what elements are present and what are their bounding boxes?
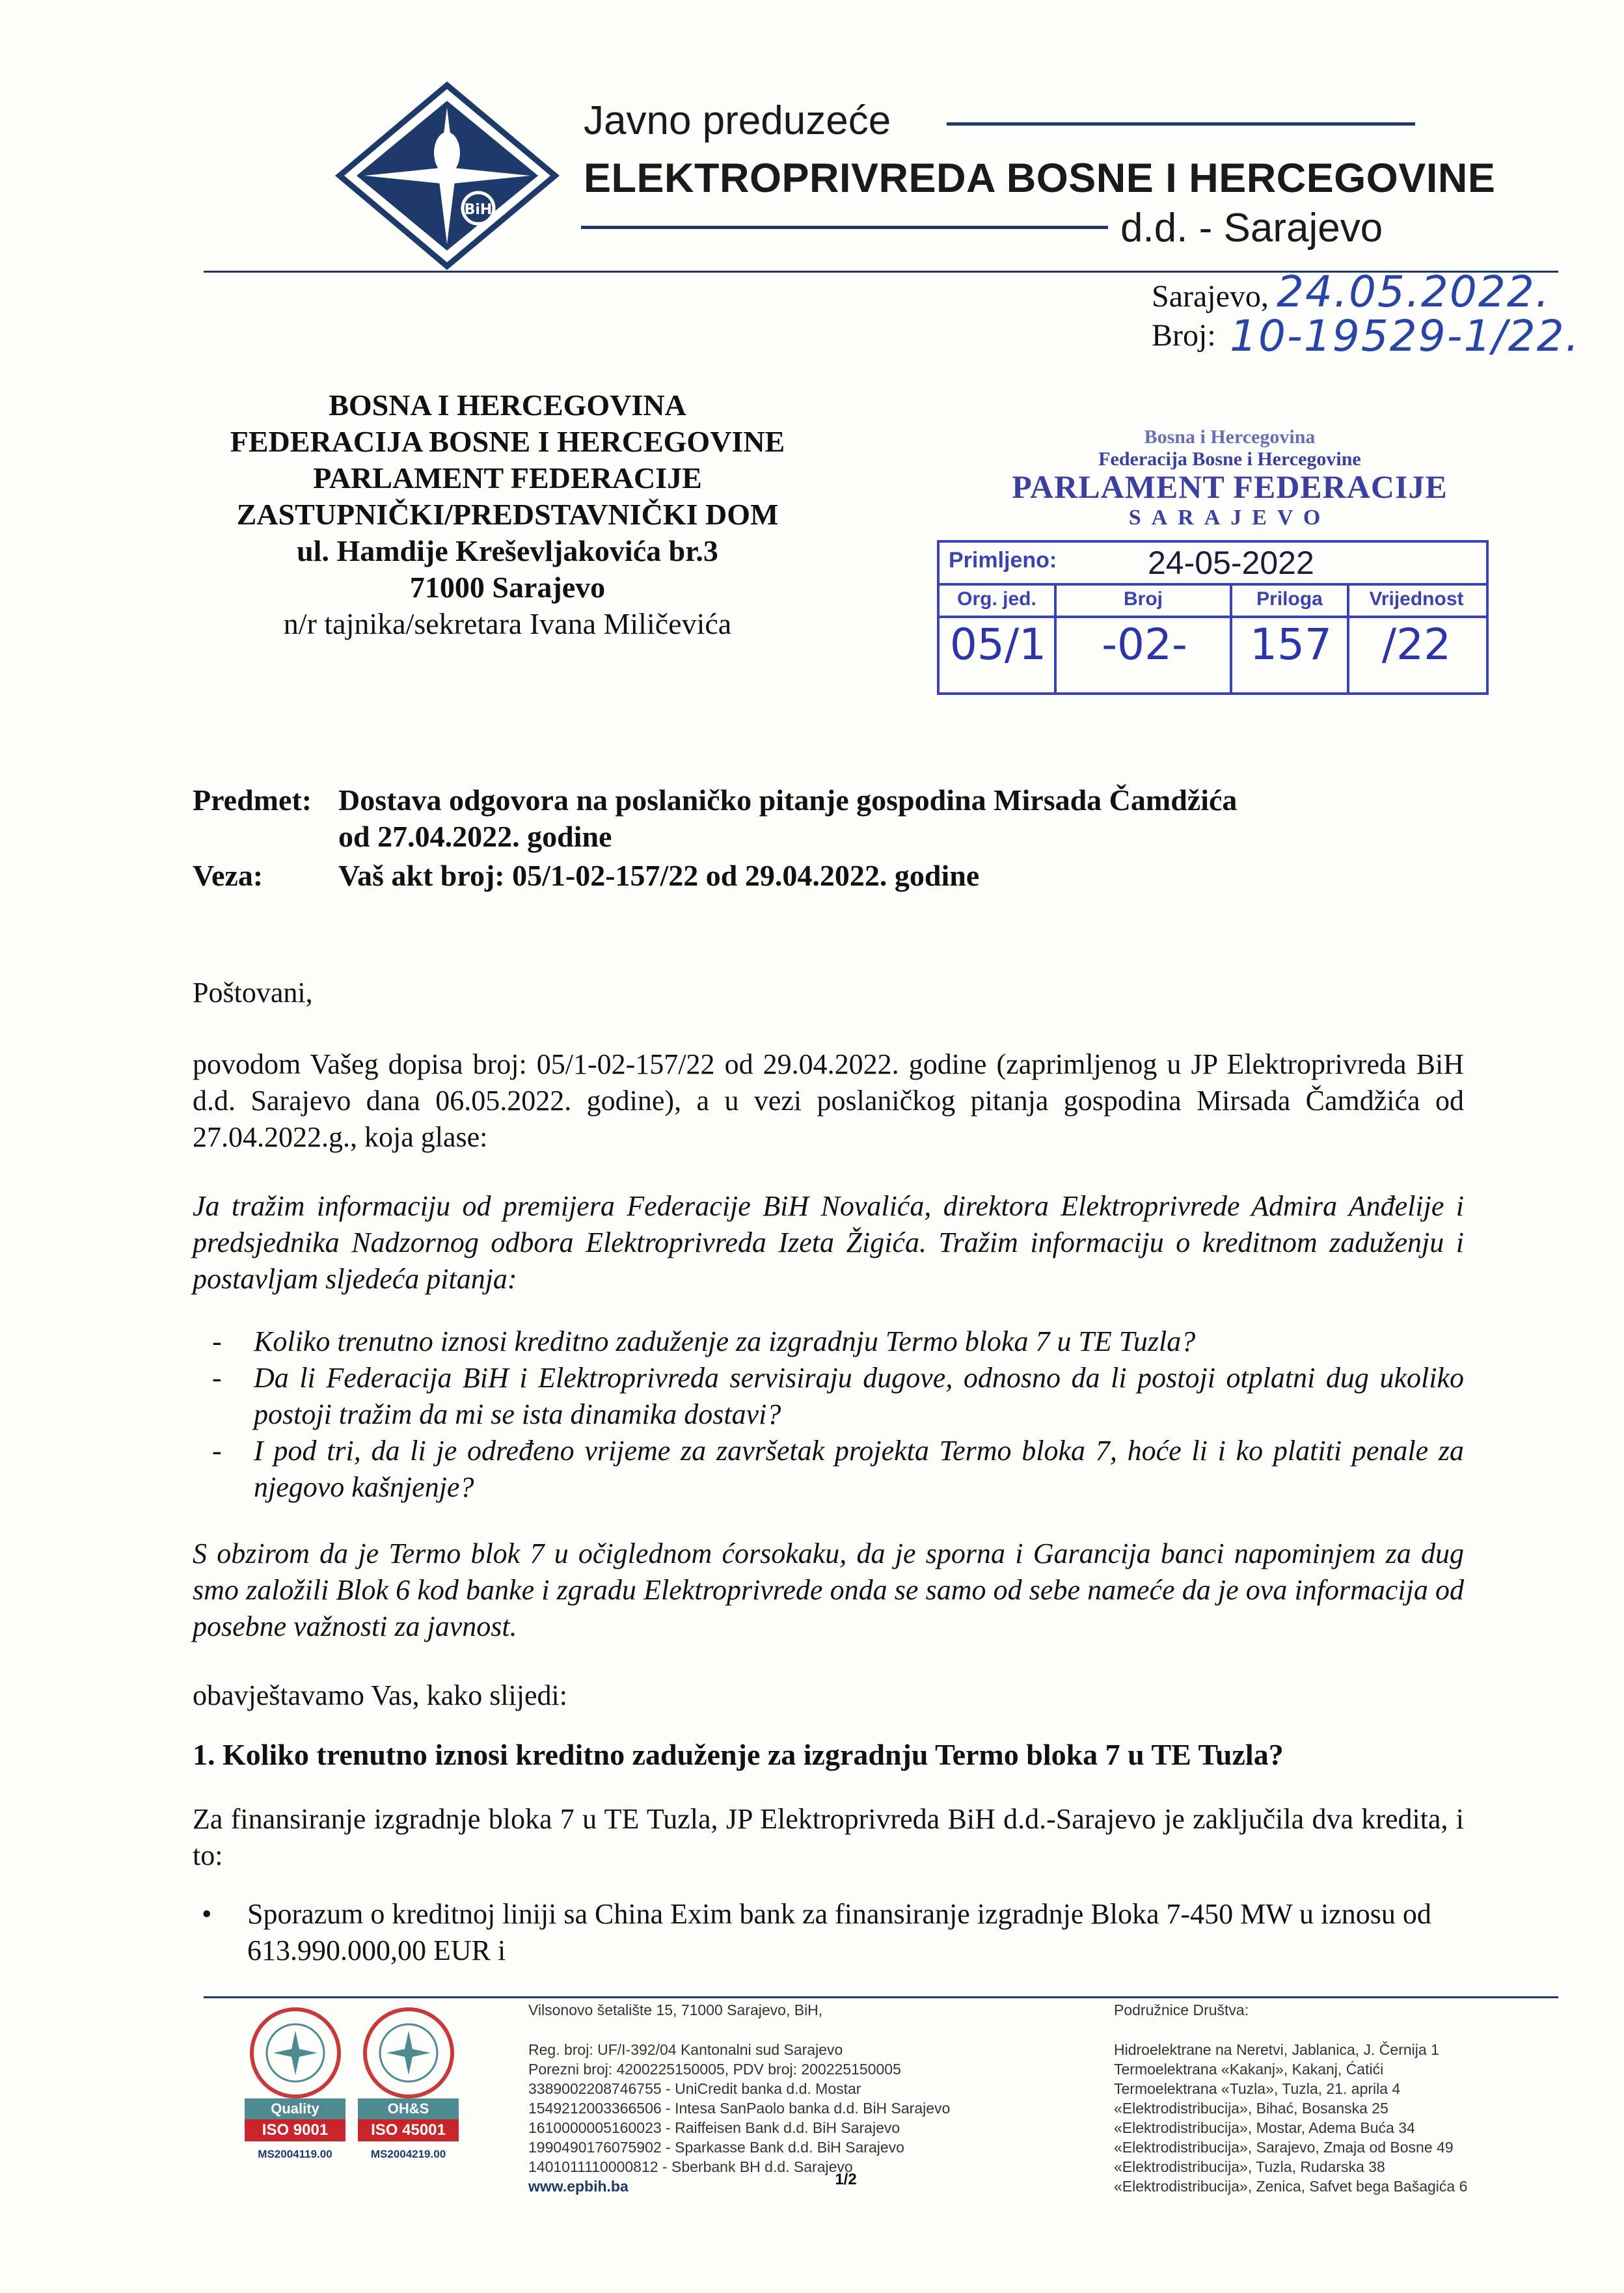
certification-code: MS2004219.00 xyxy=(370,2148,446,2160)
footer-branch-line: Termoelektrana «Kakanj», Kakanj, Ćatići xyxy=(1114,2061,1384,2078)
certification-code: MS2004119.00 xyxy=(258,2148,332,2160)
certification-seal-icon xyxy=(250,2007,341,2098)
stamp-col-header: Vrijednost xyxy=(1369,588,1464,610)
quoted-remark: S obzirom da je Termo blok 7 u očiglednom ćorsokaku, da je sporna i Garancija banci napominjem za dug smo založili Blok 6 kod banke i zgradu Elektroprivrede onda se samo od sebe nameće da je ova informacija od posebne važnosti za javnost. xyxy=(193,1538,1464,1642)
header-company-name: ELEKTROPRIVREDA BOSNE I HERCEGOVINE xyxy=(584,156,1496,201)
stamp-value: 157 xyxy=(1250,619,1332,670)
recipient-line: PARLAMENT FEDERACIJE xyxy=(313,461,702,495)
recipient-line: BOSNA I HERCEGOVINA xyxy=(329,388,686,422)
footer-branch-line: «Elektrodistribucija», Sarajevo, Zmaja od Bosne 49 xyxy=(1114,2139,1454,2156)
footer-branch-line: «Elektrodistribucija», Zenica, Safvet bega Bašagića 6 xyxy=(1114,2178,1468,2195)
question-text: I pod tri, da li je određeno vrijeme za završetak projekta Termo bloka 7, hoće li i ko platiti penale za njegovo kašnjenje? xyxy=(254,1435,1464,1503)
list-item: - Koliko trenutno iznosi kreditno zaduženje za izgradnju Termo bloka 7 u TE Tuzla? xyxy=(212,1325,1196,1357)
question-list xyxy=(208,1323,1464,1506)
footer-reg-line: 1990490176075902 - Sparkasse Bank d.d. BiH Sarajevo xyxy=(528,2139,904,2156)
answer-paragraph: Za finansiranje izgradnje bloka 7 u TE Tuzla, JP Elektroprivreda BiH d.d.-Sarajevo je zaključila dva kredita, i to: xyxy=(193,1803,1464,1871)
footer-branch-line: «Elektrodistribucija», Bihać, Bosanska 25 xyxy=(1114,2100,1388,2117)
footer-divider xyxy=(204,1996,1558,1998)
svg-text:BiH: BiH xyxy=(464,202,493,218)
footer-branch-line: «Elektrodistribucija», Tuzla, Rudarska 38 xyxy=(1114,2158,1385,2175)
receipt-stamp-header xyxy=(963,426,1496,530)
question-text: Da li Federacija BiH i Elektroprivreda servisiraju dugove, odnosno da li postoji otplatni dug ukoliko postoji tražim da mi se ista dinamika dostavi? xyxy=(254,1362,1464,1430)
footer-website-link[interactable]: www.epbih.ba xyxy=(528,2178,629,2195)
bullet-icon: • xyxy=(202,1898,212,1930)
footer-branch-line: Termoelektrana «Tuzla», Tuzla, 21. aprila 4 xyxy=(1114,2080,1401,2097)
intro-paragraph: povodom Vašeg dopisa broj: 05/1-02-157/22 od 29.04.2022. godine (zaprimljenog u JP Elektroprivreda BiH d.d. Sarajevo dana 06.05.2022. godine), a u vezi poslaničkog pitanja gospodina Mirsada Čamdžića od 27.04.2022.g., koja glase: xyxy=(193,1048,1464,1153)
question-text: Koliko trenutno iznosi kreditno zaduženje za izgradnju Termo bloka 7 u TE Tuzla? xyxy=(254,1325,1196,1357)
header-line3: d.d. - Sarajevo xyxy=(1120,206,1383,251)
footer-reg-line: 1549212003366506 - Intesa SanPaolo banka d.d. BiH Sarajevo xyxy=(528,2100,951,2117)
footer-branch-line: «Elektrodistribucija», Mostar, Adema Buća 34 xyxy=(1114,2119,1415,2136)
greeting: Poštovani, xyxy=(193,977,313,1009)
reference-label: Veza: xyxy=(193,859,264,892)
footer-reg-line: Porezni broj: 4200225150005, PDV broj: 200225150005 xyxy=(528,2061,901,2078)
footer-reg-line: 1610000005160023 - Raiffeisen Bank d.d. BiH Sarajevo xyxy=(528,2119,900,2136)
bullet-text: Sporazum o kreditnoj liniji sa China Exim bank za finansiranje izgradnje Bloka 7-450 MW u iznosu od 613.990.000,00 EUR i xyxy=(247,1898,1431,1966)
certification-seal-icon xyxy=(363,2007,454,2098)
reference-text: Vaš akt broj: 05/1-02-157/22 od 29.04.2022. godine xyxy=(338,859,980,892)
certification-iso: ISO 9001 xyxy=(245,2119,345,2141)
recipient-address xyxy=(195,387,820,642)
list-item: - I pod tri, da li je određeno vrijeme za završetak projekta Termo bloka 7, hoće li i ko platiti penale za njegovo kašnjenje? xyxy=(212,1435,1464,1503)
footer-reg-line: 1401011110000812 - Sberbank BH d.d. Sarajevo xyxy=(528,2158,853,2175)
company-logo xyxy=(335,81,560,270)
stamp-value: -02- xyxy=(1102,619,1187,670)
recipient-attention: n/r tajnika/sekretara Ivana Miličevića xyxy=(283,607,732,640)
footer-reg-line: Reg. broj: UF/I-392/04 Kantonalni sud Sarajevo xyxy=(528,2041,843,2058)
date-label: Sarajevo, xyxy=(1152,279,1269,314)
stamp-header-row xyxy=(940,583,1486,618)
footer-reg-line: 3389002208746755 - UniCredit banka d.d. Mostar xyxy=(528,2080,861,2097)
stamp-col-header: Broj xyxy=(1057,583,1232,616)
recipient-line: FEDERACIJA BOSNE I HERCEGOVINE xyxy=(230,425,785,458)
certification-label: OH&S xyxy=(358,2098,459,2119)
subject-line: Dostava odgovora na poslaničko pitanje gospodina Mirsada Čamdžića xyxy=(338,783,1238,817)
certification-badge xyxy=(245,2007,345,2161)
page-number: 1/2 xyxy=(835,2171,857,2188)
number-value: 10-19529-1/22. xyxy=(1230,311,1580,361)
footer-branches-title: Podružnice Društva: xyxy=(1114,2001,1249,2018)
quoted-question-intro: Ja tražim informaciju od premijera Federacije BiH Novalića, direktora Elektroprivrede Admira Anđelije i predsjednika Nadzornog odbora Elektroprivreda Izeta Žigića. Tražim informaciju o kreditnom zaduženju i postavljam sljedeća pitanja: xyxy=(193,1190,1464,1295)
header-rule xyxy=(947,122,1415,126)
recipient-line: 71000 Sarajevo xyxy=(409,571,606,604)
certification-iso: ISO 45001 xyxy=(358,2119,459,2141)
section-heading: 1. Koliko trenutno iznosi kreditno zaduženje za izgradnju Termo bloka 7 u TE Tuzla? xyxy=(193,1738,1284,1771)
stamp-received-label: Primljeno: xyxy=(949,548,1057,573)
recipient-line: ul. Hamdije Kreševljakovića br.3 xyxy=(297,534,718,567)
stamp-received-date: 24-05-2022 xyxy=(1148,545,1314,581)
header-rule xyxy=(581,226,1108,229)
stamp-line: PARLAMENT FEDERACIJE xyxy=(1012,468,1448,505)
subject-label: Predmet: xyxy=(193,783,312,817)
number-label: Broj: xyxy=(1152,318,1216,353)
list-item: - Da li Federacija BiH i Elektroprivreda servisiraju dugove, odnosno da li postoji otplatni dug ukoliko postoji tražim da mi se ista dinamika dostavi? xyxy=(212,1362,1464,1430)
header-line1: Javno preduzeće xyxy=(584,98,891,143)
stamp-line: SARAJEVO xyxy=(1128,506,1331,530)
receipt-stamp-box xyxy=(937,540,1489,695)
recipient-line: ZASTUPNIČKI/PREDSTAVNIČKI DOM xyxy=(236,498,779,531)
footer-branch-line: Hidroelektrane na Neretvi, Jablanica, J. Černija 1 xyxy=(1114,2041,1439,2058)
footer-address: Vilsonovo šetalište 15, 71000 Sarajevo, BiH, xyxy=(528,2001,823,2018)
footer-branches xyxy=(1114,2040,1467,2196)
subject-text xyxy=(338,782,1457,855)
stamp-col-header: Org. jed. xyxy=(940,583,1057,616)
inform-line: obavještavamo Vas, kako slijedi: xyxy=(193,1679,567,1711)
list-item xyxy=(202,1896,1464,1969)
subject-line: od 27.04.2022. godine xyxy=(338,820,612,853)
stamp-value: 05/1 xyxy=(949,619,1047,670)
stamp-col-header: Priloga xyxy=(1232,583,1349,616)
stamp-value: /22 xyxy=(1381,619,1452,670)
date-value: 24.05.2022. xyxy=(1277,267,1550,317)
certification-badge xyxy=(358,2007,459,2161)
stamp-line: Bosna i Hercegovina xyxy=(1144,426,1316,448)
stamp-received-row xyxy=(940,543,1486,586)
certification-label: Quality xyxy=(245,2098,345,2119)
stamp-line: Federacija Bosne i Hercegovine xyxy=(1098,448,1361,470)
